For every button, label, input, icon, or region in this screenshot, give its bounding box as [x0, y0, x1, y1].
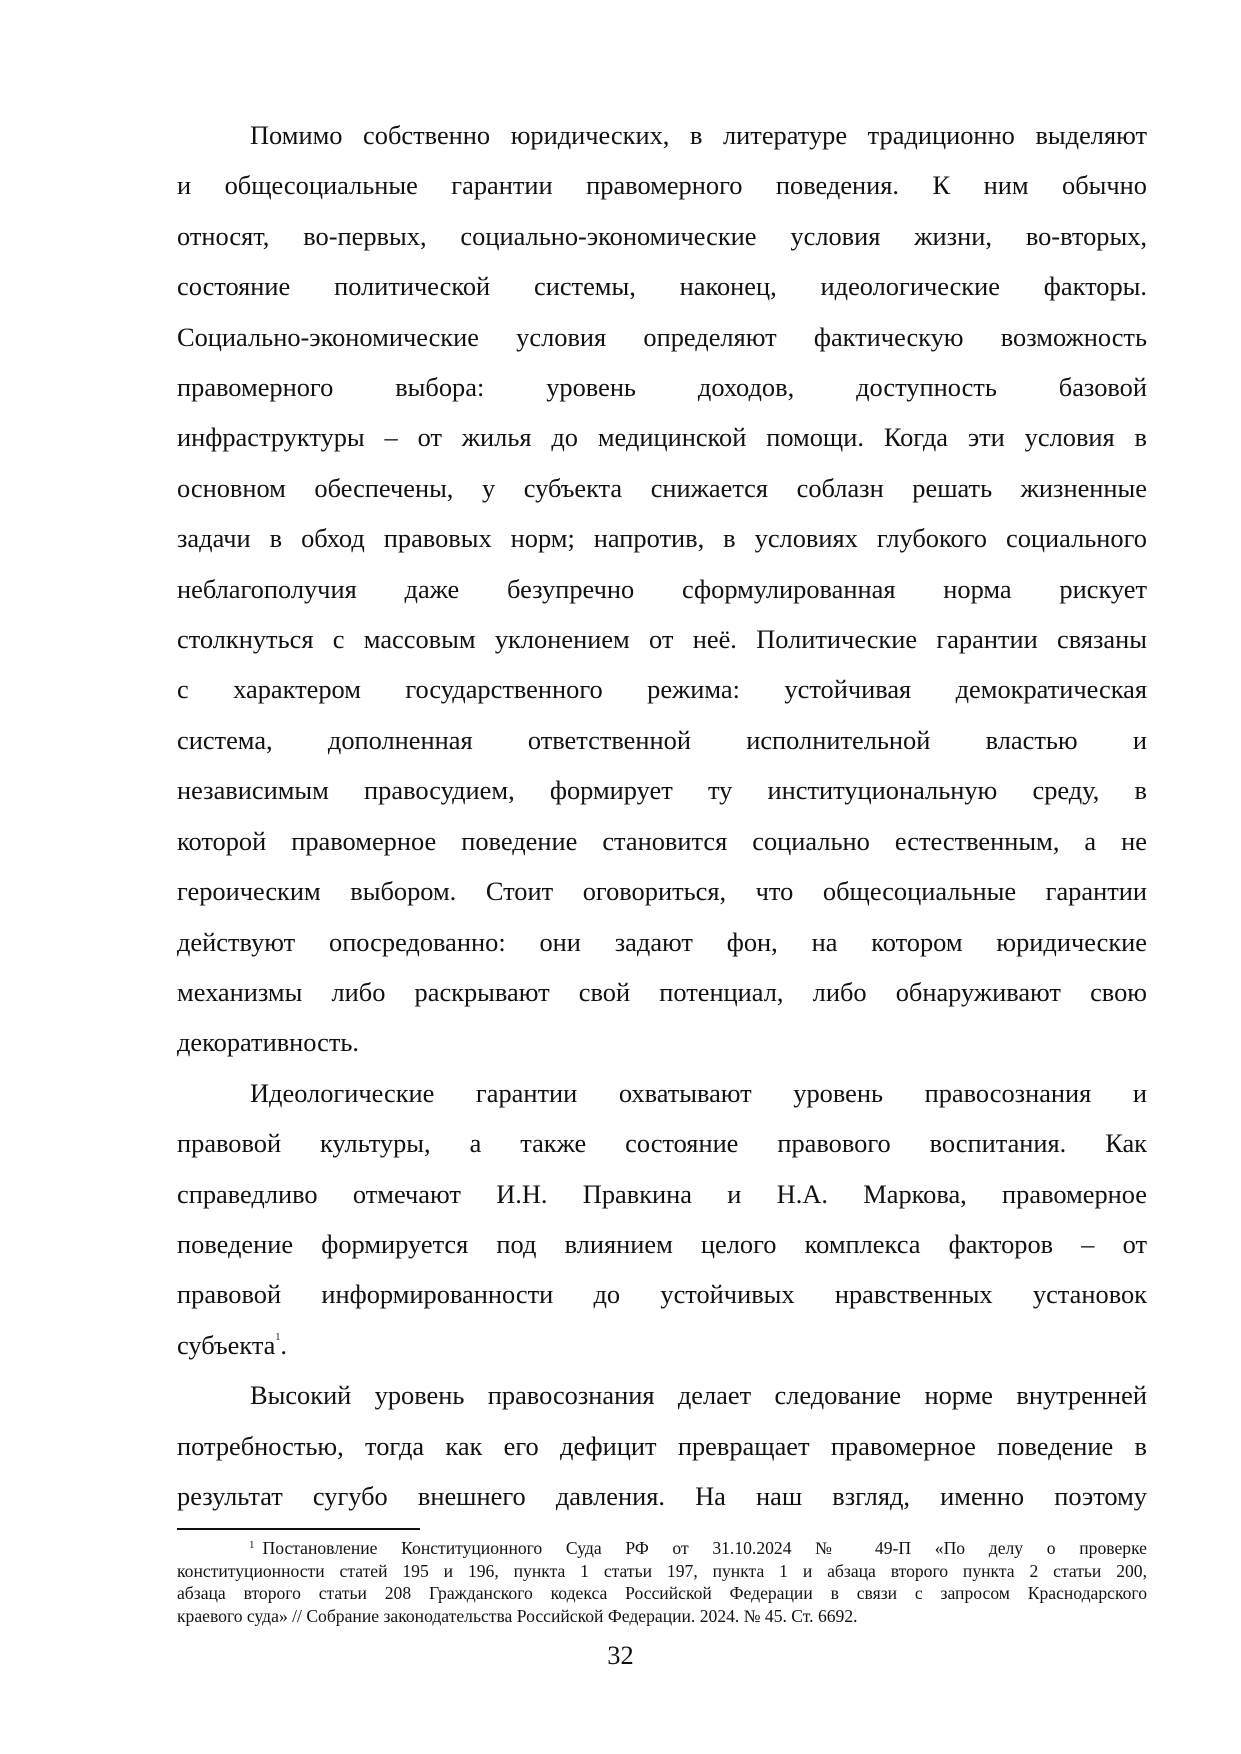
footnote-line: конституционности статей 195 и 196, пункта 1 статьи 197, пункта 1 и абзаца второго пункта 2 статьи 200, [177, 1560, 1147, 1581]
text-line: механизмы либо раскрывают свой потенциал, либо обнаруживают свою [177, 976, 1147, 1007]
text-line: независимым правосудием, формирует ту институциональную среду, в [177, 775, 1147, 806]
text-line: и общесоциальные гарантии правомерного поведения. К ним обычно [177, 170, 1147, 201]
paragraph-3 [177, 1370, 1147, 1521]
text-line: Социально-экономические условия определяют фактическую возможность [177, 321, 1147, 352]
text-line: правовой информированности до устойчивых нравственных установок [177, 1279, 1147, 1310]
text-line: Высокий уровень правосознания делает следование норме внутренней [250, 1380, 1147, 1411]
text-line: потребностью, тогда как его дефицит превращает правомерное поведение в [177, 1430, 1147, 1461]
footnote-separator [177, 1528, 420, 1530]
text-line: декоративность. [177, 1027, 360, 1058]
footnote-line [177, 1537, 1147, 1560]
text-line: героическим выбором. Стоит оговориться, что общесоциальные гарантии [177, 876, 1147, 907]
footnote-reference[interactable]: 1 [275, 1331, 281, 1343]
text-line: действуют опосредованно: они задают фон, на котором юридические [177, 926, 1147, 957]
text-line: система, дополненная ответственной исполнительной властью и [177, 724, 1147, 755]
text-segment: Постановление Конституционного Суда РФ от 31.10.2024 № 49-П «По делу о проверке [262, 1538, 1147, 1558]
footnote-mark: 1 [249, 1539, 255, 1551]
text-line: инфраструктуры – от жилья до медицинской помощи. Когда эти условия в [177, 422, 1147, 453]
text-line: состояние политической системы, наконец, идеологические факторы. [177, 271, 1147, 302]
text-line: основном обеспечены, у субъекта снижается соблазн решать жизненные [177, 472, 1147, 503]
text-segment: субъекта [177, 1329, 276, 1360]
text-line: правомерного выбора: уровень доходов, доступность базовой [177, 372, 1147, 403]
footnote-line: краевого суда» // Собрание законодательства Российской Федерации. 2024. № 45. Ст. 6692. [177, 1605, 858, 1626]
body-text [177, 110, 1147, 1521]
text-segment: . [280, 1329, 287, 1360]
text-line: неблагополучия даже безупречно сформулированная норма рискует [177, 573, 1147, 604]
text-line: Помимо собственно юридических, в литературе традиционно выделяют [250, 120, 1147, 150]
text-line: столкнуться с массовым уклонением от неё. Политические гарантии связаны [177, 624, 1147, 655]
footnote-line: абзаца второго статьи 208 Гражданского кодекса Российской Федерации в связи с запросом Краснодарского [177, 1583, 1147, 1603]
text-line [177, 1320, 1147, 1370]
paragraph-2 [177, 1068, 1147, 1370]
text-line: поведение формируется под влиянием целого комплекса факторов – от [177, 1228, 1147, 1259]
text-line: с характером государственного режима: устойчивая демократическая [177, 674, 1147, 705]
text-line: задачи в обход правовых норм; напротив, в условиях глубокого социального [177, 523, 1147, 554]
text-line: правовой культуры, а также состояние правового воспитания. Как [177, 1128, 1147, 1159]
footnote [177, 1537, 1147, 1627]
text-line: Идеологические гарантии охватывают уровень правосознания и [250, 1077, 1147, 1108]
text-line: относят, во-первых, социально-экономические условия жизни, во-вторых, [177, 220, 1147, 251]
page-number: 32 [607, 1640, 634, 1670]
text-line: которой правомерное поведение становится социально естественным, а не [177, 825, 1147, 856]
text-line: справедливо отмечают И.Н. Правкина и Н.А. Маркова, правомерное [177, 1178, 1147, 1209]
text-line: результат сугубо внешнего давления. На наш взгляд, именно поэтому [177, 1480, 1147, 1511]
paragraph-1 [177, 110, 1147, 1068]
